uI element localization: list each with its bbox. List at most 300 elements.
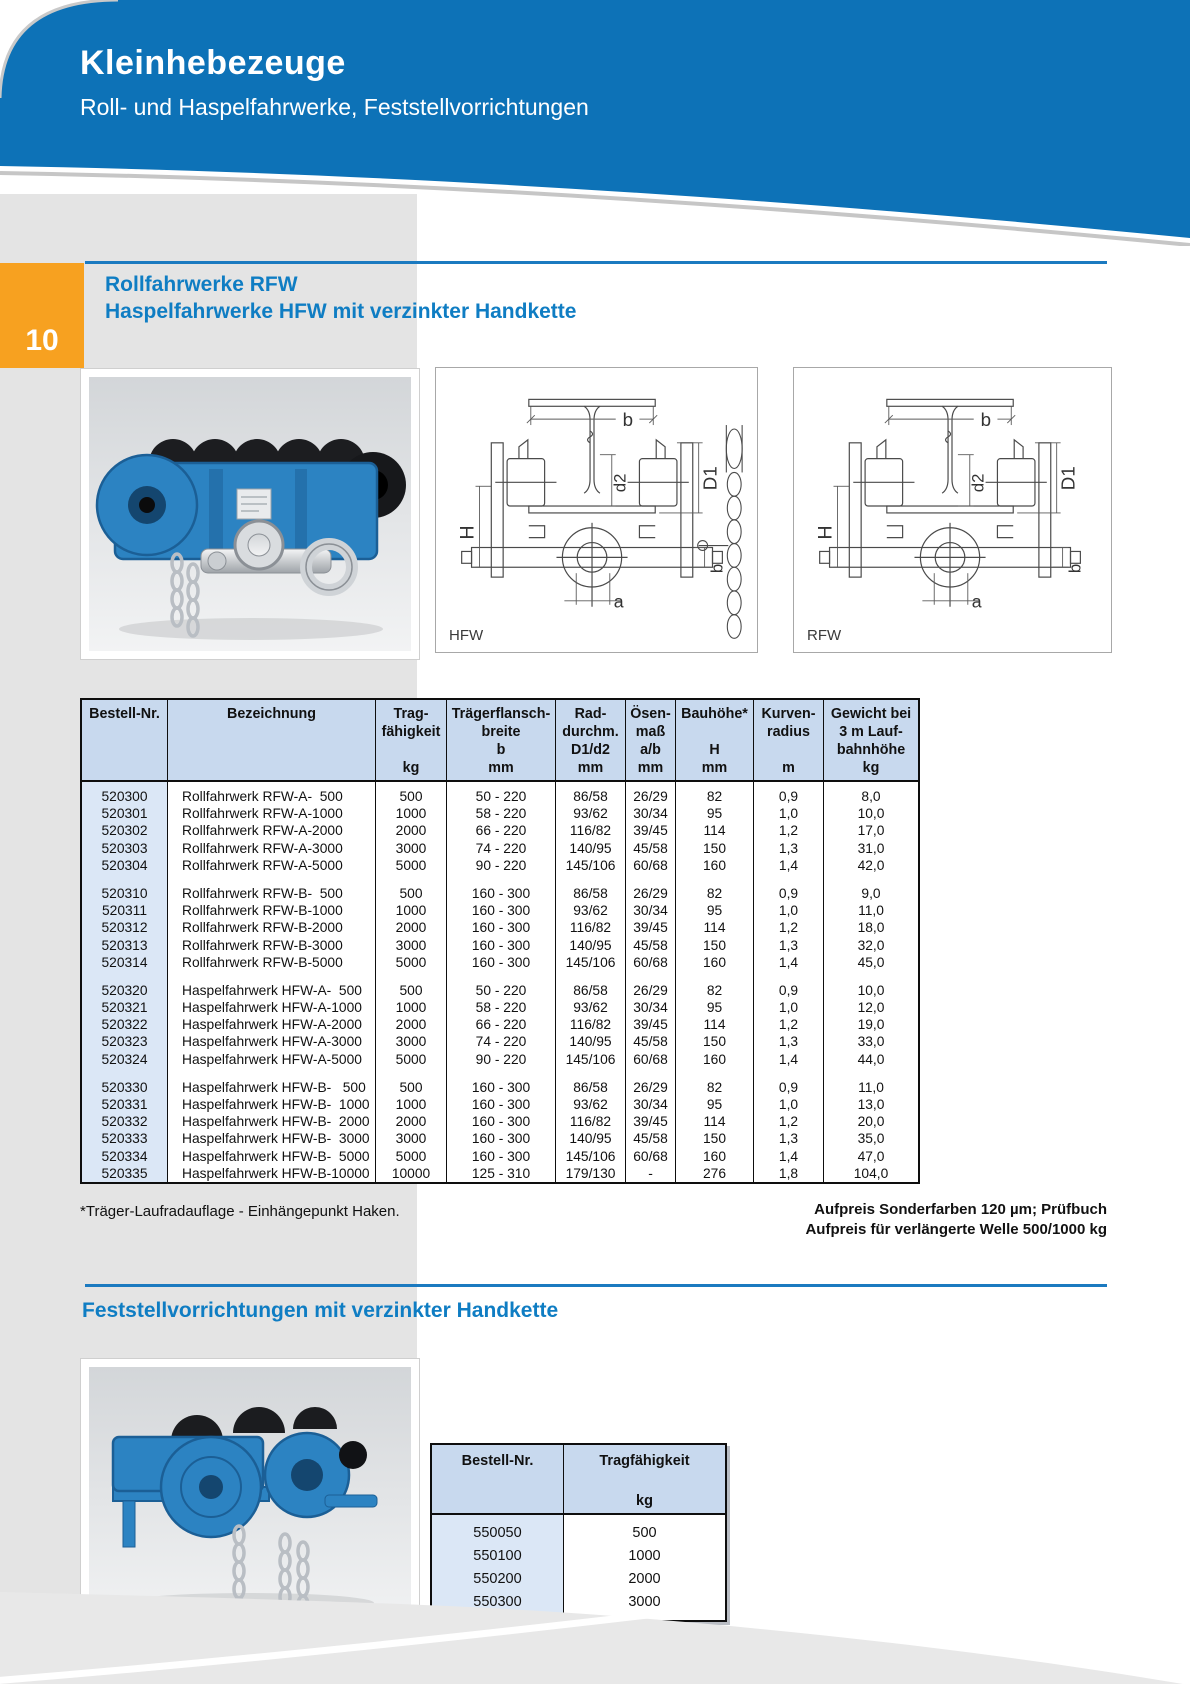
table-cell: 93/62: [556, 902, 626, 919]
spacer-cell: [376, 1068, 447, 1079]
table-cell: 160 - 300: [447, 1096, 556, 1113]
table-cell: 520330: [82, 1079, 168, 1096]
column-header-line: Gewicht bei: [830, 706, 912, 722]
table-cell: 93/62: [556, 805, 626, 822]
column-header-line: 3 m Lauf-: [839, 724, 903, 740]
column-header: [432, 1445, 564, 1515]
table-cell: 58 - 220: [447, 999, 556, 1016]
table-cell: 32,0: [857, 937, 885, 953]
table-cell: 39/45: [626, 1016, 676, 1033]
table-cell: 26/29: [626, 788, 676, 805]
section2-heading: Feststellvorrichtungen mit verzinkter Handkette: [82, 1299, 559, 1322]
table-cell: 45,0: [857, 954, 885, 970]
svg-text:H: H: [456, 525, 479, 540]
table-cell: 30/34: [626, 999, 676, 1016]
table-cell: 114: [676, 1113, 754, 1130]
column-header-line: Kurven-: [761, 706, 816, 722]
table-cell: Rollfahrwerk RFW-B-2000: [168, 919, 376, 936]
table-cell: 116/82: [556, 822, 626, 839]
spacer-cell: [676, 1068, 754, 1079]
table-cell: 1,4: [754, 1051, 824, 1068]
section1-heading: [105, 271, 576, 325]
table-cell: 45/58: [626, 840, 676, 857]
spacer-cell: [754, 874, 824, 885]
table-cell: 1,2: [754, 822, 824, 839]
table-cell: 1,4: [754, 857, 824, 874]
column-header-line: Bestell-Nr.: [461, 1453, 534, 1469]
table-cell: 145/106: [556, 1148, 626, 1165]
svg-text:b: b: [707, 563, 727, 574]
table-cell: 150: [676, 937, 754, 954]
column-header-line: [566, 1471, 723, 1491]
column-header-line: mm: [637, 760, 664, 776]
column-header: [564, 1445, 725, 1515]
table-cell: 18,0: [857, 920, 885, 936]
table-cell: 160 - 300: [447, 919, 556, 936]
table-cell: 82: [676, 1079, 754, 1096]
table-cell: 520331: [82, 1096, 168, 1113]
table-cell: 160: [676, 1148, 754, 1165]
column-header-line: breite: [481, 724, 521, 740]
table-cell: Rollfahrwerk RFW-A-2000: [168, 822, 376, 839]
svg-text:d2: d2: [610, 473, 630, 493]
column-header-line: [170, 759, 373, 777]
spacer-cell: [376, 874, 447, 885]
table-cell: 86/58: [556, 788, 626, 805]
column-header: [168, 700, 376, 782]
table-cell: 500: [376, 982, 447, 999]
table-cell: Rollfahrwerk RFW-A- 500: [168, 788, 376, 805]
spacer-cell: [754, 1068, 824, 1079]
column-header-line: Trag-: [393, 706, 429, 722]
table-cell: 1000: [376, 902, 447, 919]
column-header-line: [84, 759, 165, 777]
table-cell: 520320: [82, 982, 168, 999]
table-cell: 82: [676, 885, 754, 902]
table-cell: 145/106: [556, 1051, 626, 1068]
table-cell: 74 - 220: [447, 1033, 556, 1050]
column-header-line: kg: [636, 1493, 653, 1509]
section-divider-rule: [85, 1284, 1107, 1287]
table-cell: 2000: [376, 822, 447, 839]
dimension-diagram-rfw: [793, 367, 1112, 653]
product-photo-trolley: [80, 368, 420, 660]
table-cell: Rollfahrwerk RFW-A-1000: [168, 805, 376, 822]
table-cell: 95: [676, 805, 754, 822]
column-header-line: mm: [577, 760, 604, 776]
table-cell: 276: [676, 1165, 754, 1182]
table-cell: 160 - 300: [447, 1130, 556, 1147]
table-cell: 93/62: [556, 1096, 626, 1113]
table-cell: 179/130: [556, 1165, 626, 1182]
column-header-line: [84, 741, 165, 759]
column-header-line: H: [709, 742, 720, 758]
table-cell: 1,0: [754, 902, 824, 919]
table-cell: 26/29: [626, 885, 676, 902]
spacer-cell: [824, 1068, 918, 1079]
table-cell: 13,0: [857, 1097, 885, 1112]
table-cell: 150: [676, 1033, 754, 1050]
table-cell: 1,4: [754, 1148, 824, 1165]
column-header-line: [378, 741, 444, 759]
svg-text:b: b: [622, 409, 634, 431]
column-header-line: [434, 1491, 561, 1511]
table-cell: 30/34: [626, 805, 676, 822]
table-cell: 10,0: [857, 982, 885, 998]
table-cell: 31,0: [857, 840, 885, 856]
table-cell: 82: [676, 982, 754, 999]
spacer-cell: [168, 1068, 376, 1079]
table-cell: Haspelfahrwerk HFW-A-5000: [168, 1051, 376, 1068]
table-cell: 520312: [82, 919, 168, 936]
svg-text:b: b: [1065, 563, 1085, 574]
table-cell: 520324: [82, 1051, 168, 1068]
surcharge-note-line2: Aufpreis für verlängerte Welle 500/1000 kg: [805, 1221, 1107, 1238]
table-cell: 60/68: [626, 857, 676, 874]
table-cell: 1,0: [754, 1096, 824, 1113]
column-header-line: m: [782, 760, 795, 776]
table-cell: 550200: [432, 1568, 564, 1591]
table-cell: Haspelfahrwerk HFW-B- 3000: [168, 1130, 376, 1147]
table-cell: 1000: [376, 999, 447, 1016]
table-cell: 2000: [628, 1571, 661, 1587]
footer-swoosh: [0, 1555, 1190, 1684]
table-cell: 520313: [82, 937, 168, 954]
spacer-cell: [564, 1515, 725, 1522]
table-cell: 26/29: [626, 982, 676, 999]
table-cell: 160: [676, 857, 754, 874]
table-cell: 1,4: [754, 954, 824, 971]
table-cell: 500: [376, 788, 447, 805]
table-cell: 0,9: [754, 1079, 824, 1096]
table-cell: 160: [676, 954, 754, 971]
trolley-spec-grid: [82, 700, 918, 1182]
table-cell: 60/68: [626, 1148, 676, 1165]
table-cell: 42,0: [857, 857, 885, 873]
table-cell: 1000: [376, 805, 447, 822]
column-header: [754, 700, 824, 782]
table-cell: 160: [676, 1051, 754, 1068]
table-cell: 1,3: [754, 1130, 824, 1147]
spacer-cell: [447, 874, 556, 885]
table-cell: 520334: [82, 1148, 168, 1165]
table-cell: 5000: [376, 954, 447, 971]
spacer-cell: [82, 874, 168, 885]
spacer-cell: [754, 971, 824, 982]
table-cell: 39/45: [626, 1113, 676, 1130]
table-cell: 0,9: [754, 788, 824, 805]
table-cell: 1,2: [754, 919, 824, 936]
table-cell: 30/34: [626, 902, 676, 919]
table-cell: 520321: [82, 999, 168, 1016]
spacer-cell: [82, 971, 168, 982]
trolley-spec-table: [80, 698, 920, 1184]
spacer-cell: [626, 1068, 676, 1079]
spacer-cell: [824, 874, 918, 885]
table-cell: 86/58: [556, 885, 626, 902]
table-cell: Rollfahrwerk RFW-B-3000: [168, 937, 376, 954]
column-header: [556, 700, 626, 782]
surcharge-note-line1: Aufpreis Sonderfarben 120 µm; Prüfbuch: [814, 1201, 1107, 1218]
table-cell: 30/34: [626, 1096, 676, 1113]
table-cell: 1,2: [754, 1113, 824, 1130]
table-cell: 11,0: [858, 1079, 884, 1095]
spacer-cell: [376, 971, 447, 982]
table-cell: 1,0: [754, 999, 824, 1016]
column-header-line: b: [496, 742, 506, 758]
table-cell: Haspelfahrwerk HFW-A- 500: [168, 982, 376, 999]
column-header: [824, 700, 918, 782]
column-header: [676, 700, 754, 782]
section1-heading-line2: Haspelfahrwerke HFW mit verzinkter Handkette: [105, 300, 577, 323]
column-header: [376, 700, 447, 782]
table-cell: -: [626, 1165, 676, 1182]
column-header-line: [170, 723, 373, 741]
table-cell: 39/45: [626, 822, 676, 839]
table-cell: 500: [632, 1525, 657, 1541]
svg-text:H: H: [814, 525, 837, 540]
table-cell: 1,3: [754, 840, 824, 857]
table-cell: 17,0: [857, 823, 885, 839]
column-header: [447, 700, 556, 782]
table-cell: 11,0: [858, 903, 884, 919]
dimension-diagram-hfw: [435, 367, 758, 653]
column-header-line: [678, 723, 751, 741]
spacer-cell: [447, 971, 556, 982]
table-cell: 104,0: [853, 1165, 889, 1181]
table-cell: 520304: [82, 857, 168, 874]
table-cell: 140/95: [556, 1033, 626, 1050]
column-header-line: maß: [635, 724, 666, 740]
table-cell: 3000: [376, 840, 447, 857]
table-cell: 1,3: [754, 1033, 824, 1050]
spacer-cell: [82, 1068, 168, 1079]
table-cell: 0,9: [754, 885, 824, 902]
diagram-label-rfw: RFW: [807, 627, 842, 644]
table-cell: 520303: [82, 840, 168, 857]
table-cell: 140/95: [556, 840, 626, 857]
diagram-label-hfw: HFW: [449, 627, 484, 644]
column-header: [82, 700, 168, 782]
column-header-line: Bauhöhe*: [681, 706, 748, 722]
table-cell: 520333: [82, 1130, 168, 1147]
table-cell: 5000: [376, 1051, 447, 1068]
table-cell: 140/95: [556, 1130, 626, 1147]
spacer-cell: [824, 971, 918, 982]
table-cell: 86/58: [556, 1079, 626, 1096]
table-cell: 116/82: [556, 1016, 626, 1033]
table-cell: 160 - 300: [447, 937, 556, 954]
column-header-line: durchm.: [562, 724, 619, 740]
table-cell: 160 - 300: [447, 954, 556, 971]
table-cell: 20,0: [857, 1114, 885, 1130]
table-cell: 150: [676, 840, 754, 857]
table-cell: 550050: [432, 1522, 564, 1545]
column-header-line: Tragfähigkeit: [599, 1453, 690, 1469]
table-cell: 5000: [376, 857, 447, 874]
rfw-technical-drawing: [794, 368, 1111, 653]
table-cell: 74 - 220: [447, 840, 556, 857]
table-cell: 66 - 220: [447, 1016, 556, 1033]
table-cell: Rollfahrwerk RFW-A-3000: [168, 840, 376, 857]
spacer-cell: [168, 874, 376, 885]
table-cell: 520301: [82, 805, 168, 822]
table-cell: 114: [676, 1016, 754, 1033]
section1-heading-line1: Rollfahrwerke RFW: [105, 273, 298, 296]
table-cell: 3000: [376, 1130, 447, 1147]
table-cell: 45/58: [626, 1033, 676, 1050]
spacer-cell: [432, 1515, 564, 1522]
svg-text:d2: d2: [968, 473, 988, 493]
table-cell: 160 - 300: [447, 1079, 556, 1096]
table-cell: 160 - 300: [447, 885, 556, 902]
column-header-line: Bezeichnung: [227, 706, 316, 722]
table-cell: 140/95: [556, 937, 626, 954]
table-cell: 3000: [376, 1033, 447, 1050]
table-cell: Haspelfahrwerk HFW-A-3000: [168, 1033, 376, 1050]
spacer-cell: [556, 1068, 626, 1079]
table-cell: 90 - 220: [447, 857, 556, 874]
table-cell: Haspelfahrwerk HFW-B- 5000: [168, 1148, 376, 1165]
table-cell: 520323: [82, 1033, 168, 1050]
table-cell: Rollfahrwerk RFW-B-5000: [168, 954, 376, 971]
column-header-line: mm: [701, 760, 728, 776]
table-cell: 60/68: [626, 1051, 676, 1068]
page-number-badge: 10: [0, 263, 84, 368]
column-header-line: [434, 1471, 561, 1491]
table-cell: Haspelfahrwerk HFW-A-1000: [168, 999, 376, 1016]
table-cell: 45/58: [626, 1130, 676, 1147]
column-header-line: [170, 741, 373, 759]
table-cell: 520300: [82, 788, 168, 805]
table-cell: 160 - 300: [447, 1148, 556, 1165]
table-cell: 550300: [432, 1591, 564, 1614]
svg-text:a: a: [613, 591, 624, 612]
svg-text:a: a: [971, 591, 982, 612]
column-header-line: kg: [402, 760, 420, 776]
table-cell: 1,2: [754, 1016, 824, 1033]
table-cell: Rollfahrwerk RFW-B- 500: [168, 885, 376, 902]
table-cell: 145/106: [556, 954, 626, 971]
table-cell: 95: [676, 1096, 754, 1113]
table-cell: 500: [376, 1079, 447, 1096]
column-header: [626, 700, 676, 782]
svg-text:D1: D1: [1057, 466, 1079, 491]
spacer-cell: [676, 971, 754, 982]
table-cell: 520302: [82, 822, 168, 839]
column-header-line: [84, 723, 165, 741]
table-cell: 58 - 220: [447, 805, 556, 822]
table-cell: 160 - 300: [447, 902, 556, 919]
table-cell: 66 - 220: [447, 822, 556, 839]
table-cell: 45/58: [626, 937, 676, 954]
table-cell: 125 - 310: [447, 1165, 556, 1182]
svg-text:b: b: [980, 409, 992, 431]
table-cell: 1,3: [754, 937, 824, 954]
table-cell: 520314: [82, 954, 168, 971]
table-cell: 150: [676, 1130, 754, 1147]
table-cell: 2000: [376, 919, 447, 936]
page-subtitle: Roll- und Haspelfahrwerke, Feststellvorrichtungen: [80, 94, 589, 120]
column-header-line: D1/d2: [571, 742, 610, 758]
table-cell: 550100: [432, 1545, 564, 1568]
table-cell: 520310: [82, 885, 168, 902]
table-cell: Rollfahrwerk RFW-A-5000: [168, 857, 376, 874]
table-cell: Rollfahrwerk RFW-B-1000: [168, 902, 376, 919]
table-cell: Haspelfahrwerk HFW-A-2000: [168, 1016, 376, 1033]
trolley-illustration: [89, 377, 411, 651]
column-header-line: Ösen-: [630, 706, 671, 722]
table-cell: 26/29: [626, 1079, 676, 1096]
spacer-cell: [676, 874, 754, 885]
column-header-line: Bestell-Nr.: [89, 706, 160, 722]
table-cell: 19,0: [857, 1017, 885, 1033]
table-cell: 500: [376, 885, 447, 902]
page-title: Kleinhebezeuge: [80, 44, 346, 82]
spacer-cell: [626, 971, 676, 982]
spacer-cell: [626, 874, 676, 885]
table-cell: 9,0: [861, 885, 881, 901]
spacer-cell: [447, 1068, 556, 1079]
table-cell: Haspelfahrwerk HFW-B- 500: [168, 1079, 376, 1096]
table-cell: 95: [676, 902, 754, 919]
column-header-line: Rad-: [574, 706, 607, 722]
table-cell: 114: [676, 919, 754, 936]
hfw-technical-drawing: [436, 368, 757, 653]
column-header-line: bahnhöhe: [836, 742, 906, 758]
spacer-cell: [556, 971, 626, 982]
table-cell: 1000: [376, 1096, 447, 1113]
table-cell: 50 - 220: [447, 982, 556, 999]
table-cell: 12,0: [857, 1000, 885, 1016]
spacer-cell: [556, 874, 626, 885]
table-cell: 520311: [82, 902, 168, 919]
table-cell: Haspelfahrwerk HFW-B- 1000: [168, 1096, 376, 1113]
table-cell: 116/82: [556, 1113, 626, 1130]
table-cell: 10,0: [857, 806, 885, 822]
table-cell: 0,9: [754, 982, 824, 999]
column-header-line: mm: [488, 760, 514, 776]
table-cell: 82: [676, 788, 754, 805]
table-cell: 8,0: [861, 789, 881, 804]
table-cell: Haspelfahrwerk HFW-B-10000: [168, 1165, 376, 1182]
table-cell: 2000: [376, 1016, 447, 1033]
table-cell: 35,0: [857, 1131, 885, 1147]
table-cell: 520332: [82, 1113, 168, 1130]
table-cell: 116/82: [556, 919, 626, 936]
svg-text:D1: D1: [699, 466, 721, 491]
table-cell: 114: [676, 822, 754, 839]
column-header-line: Trägerflansch-: [451, 706, 551, 722]
table-cell: 2000: [376, 1113, 447, 1130]
table-cell: 39/45: [626, 919, 676, 936]
spacer-cell: [168, 971, 376, 982]
column-header-line: a/b: [640, 742, 661, 758]
table-cell: 3000: [376, 937, 447, 954]
table-cell: Haspelfahrwerk HFW-B- 2000: [168, 1113, 376, 1130]
column-header-line: radius: [767, 724, 810, 740]
table-cell: 520322: [82, 1016, 168, 1033]
table-cell: 1,8: [754, 1165, 824, 1182]
table-cell: 3000: [628, 1594, 661, 1610]
table-cell: 50 - 220: [447, 788, 556, 805]
table-cell: 1000: [628, 1548, 661, 1564]
column-header-line: kg: [862, 760, 880, 776]
table-cell: 10000: [376, 1165, 447, 1182]
table-cell: 145/106: [556, 857, 626, 874]
table-cell: 60/68: [626, 954, 676, 971]
table-cell: 47,0: [857, 1148, 885, 1164]
